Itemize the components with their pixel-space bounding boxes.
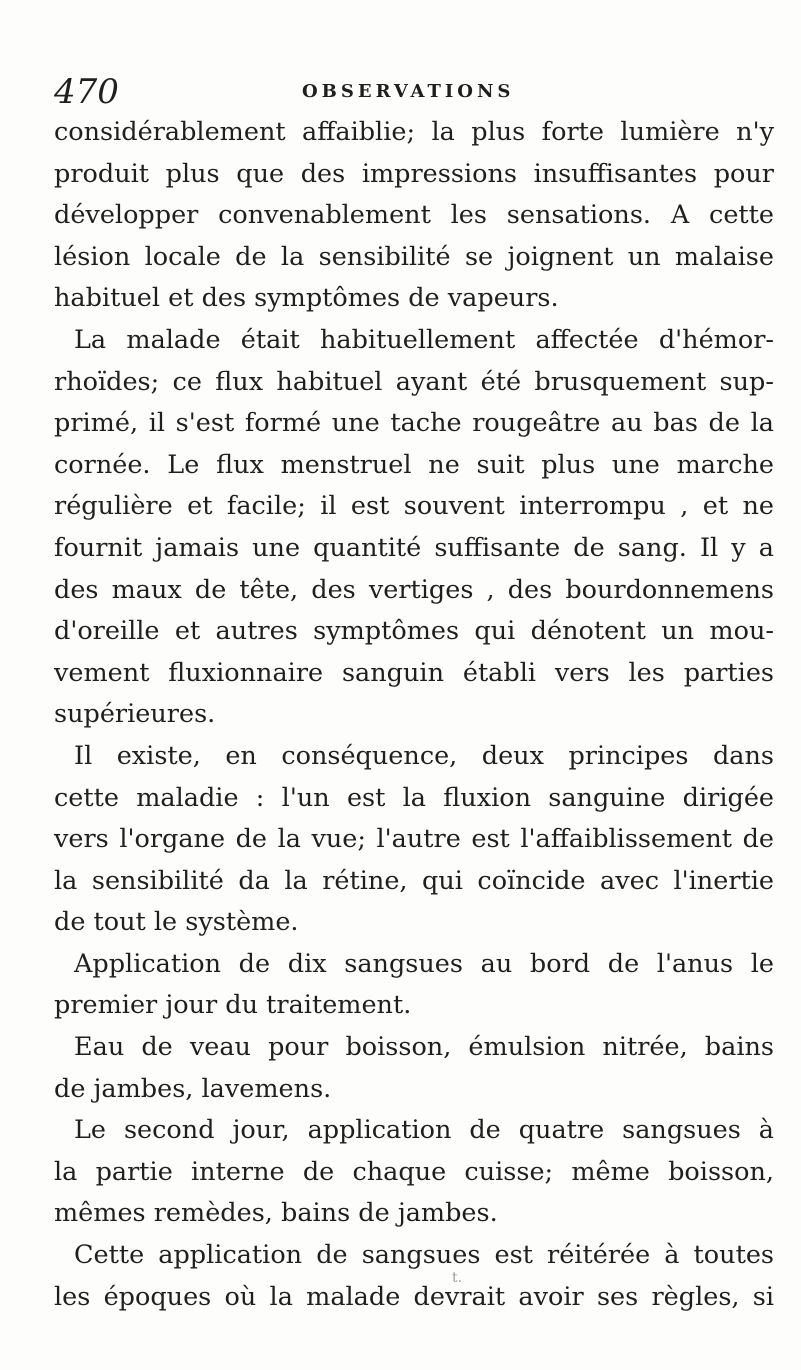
running-title: OBSERVATIONS <box>302 81 515 102</box>
page-number: 470 <box>54 72 119 112</box>
text-line: les époques où la malade devrait avoir ses règles, si <box>54 1281 774 1312</box>
body-text <box>54 112 774 1318</box>
text-line: fournit jamais une quantité suffisante de sang. Il y a <box>54 532 774 563</box>
text-line: considérablement affaiblie; la plus forte lumière n'y <box>54 117 774 147</box>
text-line: régulière et facile; il est souvent interrompu , et ne <box>54 491 774 522</box>
text-line: la sensibilité da la rétine, qui coïncide avec l'inertie <box>54 865 774 896</box>
text-line: des maux de tête, des vertiges , des bourdonnemens <box>54 574 774 605</box>
text-line: vers l'organe de la vue; l'autre est l'affaiblissement de <box>54 824 774 855</box>
text-line: la partie interne de chaque cuisse; même boisson, <box>54 1156 774 1187</box>
text-line: rhoïdes; ce flux habituel ayant été brusquement sup- <box>54 366 774 397</box>
text-line: habituel et des symptômes de vapeurs. <box>54 283 559 314</box>
text-line: produit plus que des impressions insuffisantes pour <box>54 158 774 189</box>
text-line: primé, il s'est formé une tache rougeâtre au bas de la <box>54 408 774 439</box>
text-line: cornée. Le flux menstruel ne suit plus une marche <box>54 449 774 480</box>
text-line: cette maladie : l'un est la fluxion sanguine dirigée <box>54 782 774 813</box>
text-line: d'oreille et autres symptômes qui dénotent un mou- <box>54 616 774 647</box>
text-line: vement fluxionnaire sanguin établi vers les parties <box>54 657 774 688</box>
text-line: supérieures. <box>54 699 216 730</box>
text-line: développer convenablement les sensations. A cette <box>54 200 774 231</box>
page-mark: t. <box>452 1270 463 1286</box>
text-line: mêmes remèdes, bains de jambes. <box>54 1198 498 1229</box>
text-line: Application de dix sangsues au bord de l'anus le <box>74 948 774 979</box>
text-line: de jambes, lavemens. <box>54 1073 332 1104</box>
text-line: Il existe, en conséquence, deux principes dans <box>74 740 774 771</box>
text-line: premier jour du traitement. <box>54 990 412 1021</box>
text-line: lésion locale de la sensibilité se joignent un malaise <box>54 241 774 272</box>
running-head <box>54 72 774 112</box>
text-line: Eau de veau pour boisson, émulsion nitrée, bains <box>74 1032 774 1063</box>
text-line: Le second jour, application de quatre sangsues à <box>74 1115 774 1146</box>
text-line: La malade était habituellement affectée d'hémor- <box>74 324 774 355</box>
text-line: de tout le système. <box>54 907 299 938</box>
text-line: Cette application de sangsues est réitérée à toutes <box>74 1240 774 1271</box>
